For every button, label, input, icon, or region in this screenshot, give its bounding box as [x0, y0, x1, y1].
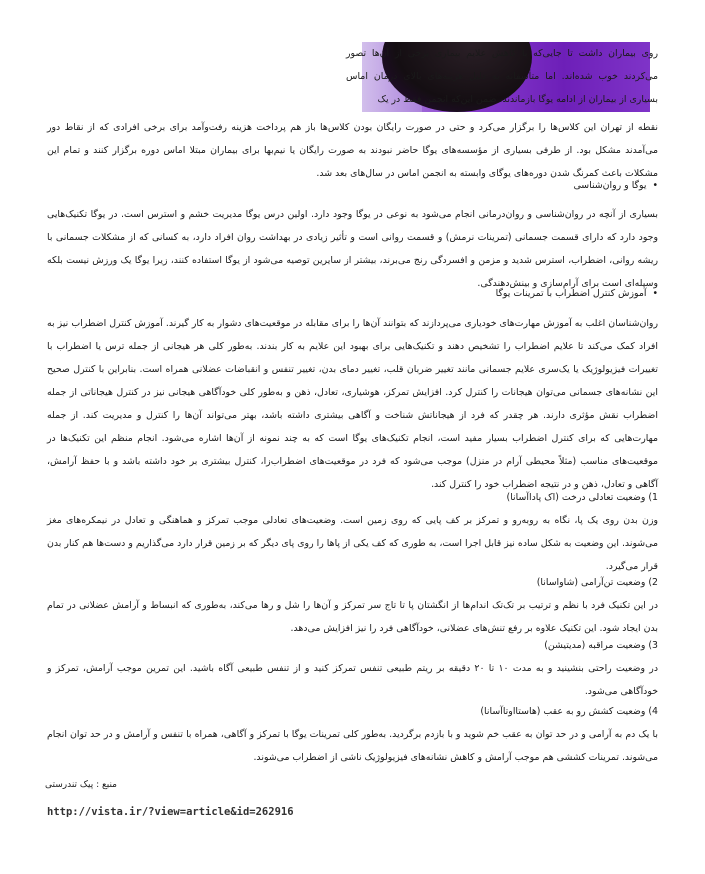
heading-meditation: 3) وضعیت مراقبه (مدیتیشن) [544, 640, 658, 651]
paragraph-3: روان‌شناسان اغلب به آموزش مهارت‌های خودیاری می‌پردازند که بتوانند آن‌ها را برای مقابله در موقعیت‌های دشوار به کار گیرند. آموزش کنترل اضطراب نیز به افراد کمک می‌کند تا علایم اضطراب را تشخیص دهند و تکنیک‌هایی برای بهبود این علایم به کار بندند. به‌طور کلی هر هیجانی از جمله ترس یا اضطراب با تغییرات فیزیولوژیک یا یک‌سری علایم جسمانی مانند تغییر ضربان قلب، تغییر دمای بدن، تغییر تنفس و انقباضات عضلانی همراه است. بنابراین با کنترل صحیح این نشانه‌های جسمانی می‌توان هیجانات را کنترل کرد. افزایش تمرکز، هوشیاری، تعادل، ذهن و به‌طور کلی خودآگاهی هیجانی نیز در کنترل هیجاناتی از جمله اضطراب نقش مؤثری دارند. هر چقدر که فرد از هیجاناتش شناخت و آگاهی بیشتری داشته باشد، بهتر می‌تواند آن‌ها را کنترل و مدیریت کند. از جمله مهارت‌هایی که برای کنترل اضطراب بسیار مفید است، انجام تکنیک‌های یوگا است که به چند نمونه از آن‌ها اشاره می‌شود. انجام منظم این تکنیک‌ها در موقعیت‌های مناسب (مثلاً محیطی آرام در منزل) موجب می‌شود که فرد در موقعیت‌های اضطراب‌زا، کنترل بیشتری بر خود داشته باشد و با حفظ آرامش، آگاهی و تعادل، ذهن و در نتیجه اضطراب خود را کنترل کند. [47, 318, 658, 490]
paragraph-1: نقطه از تهران این کلاس‌ها را برگزار می‌کرد و حتی در صورت رایگان بودن کلاس‌ها باز هم پرداخت هزینه رفت‌وآمد برای برخی افرادی که از نقاط دور می‌آمدند مشکل بود. از طرفی بسیاری از مؤسسه‌های یوگا حاضر نبودند به صورت رایگان یا نیم‌بها برای بیماران مبتلا اماس دوره برگزار کنند و تمام این مشکلات باعث کمرنگ شدن دوره‌های یوگای وابسته به انجمن اماس در سال‌های بعد شد. [47, 122, 658, 179]
bullet-icon: • [652, 288, 658, 299]
paragraph-2: بسیاری از آنچه در روان‌شناسی و روان‌درمانی انجام می‌شود به نوعی در یوگا وجود دارد. اولین درس یوگا مدیریت خشم و استرس است. در یوگا تکنیک‌هایی وجود دارد که دارای قسمت جسمانی (تمرینات نرمش) و قسمت روانی است و تأثیر زیادی در بهداشت روان افراد دارد، به کسانی که از مشکلات جسمانی با ریشه روانی، اضطراب، استرس شدید و مزمن و افسردگی رنج می‌برند، بیشتر از سایرین توصیه می‌شود از یوگا استفاده کنند، زیرا یوگا یک ورزش نیست بلکه وسیله‌ای است برای آرام‌سازی و بینش‌دهندگی. [47, 209, 658, 289]
bullet-label: یوگا و روان‌شناسی [573, 180, 647, 191]
heading-relaxation-pose: 2) وضعیت تن‌آرامی (شاواسانا) [536, 577, 658, 588]
bullet-yoga-psychology [573, 180, 658, 191]
bullet-anxiety-control [496, 288, 658, 299]
source-credit: منبع : پیک تندرستی [45, 780, 117, 790]
paragraph-backbend: با یک دم به آرامی و در حد توان به عقب خم شوید و با بازدم برگردید. به‌طور کلی تمرینات یوگا با تمرکز و آگاهی، همراه با تنفس و آرامش و در حد توان انجام می‌شوند. تمرینات کششی هم موجب آرامش و کاهش نشانه‌های فیزیولوژیک ناشی از اضطراب می‌شوند. [47, 729, 658, 763]
paragraph-meditation: در وضعیت راحتی بنشینید و به مدت ۱۰ تا ۲۰ دقیقه بر ریتم طبیعی تنفس تمرکز کنید و از تنفس طبیعی آگاه باشید. این تمرین موجب آرامش، تمرکز و خودآگاهی می‌شود. [47, 663, 658, 697]
bullet-label: آموزش کنترل اضطراب با تمرینات یوگا [495, 288, 647, 299]
paragraph-tree-pose: وزن بدن روی یک پا، نگاه به روبه‌رو و تمرکز بر کف پایی که روی زمین است. وضعیت‌های تعادلی موجب تمرکز و هماهنگی و تعادل در نیمکره‌های مغز می‌شوند. این وضعیت به شکل ساده نیز قابل اجرا است، به طوری که کف یکی از پاها را روی پای دیگر که بر زمین قرار دارد می‌گذاریم و دست‌ها هم کنار بدن قرار می‌گیرد. [47, 515, 658, 572]
intro-paragraph: روی بیماران داشت تا جایی‌که با کاهش علایم بیماری برخی از آن‌ها تصور می‌کردند خوب شده‌اند. اما متأسفانه به دلیل هزینه‌های بالای درمان اماس بسیاری از بیماران از ادامه یوگا بازماندند، ضمن این‌که انجمن فقط در یک [346, 48, 658, 105]
paragraph-relaxation-pose: در این تکنیک فرد با نظم و ترتیب بر تک‌تک اندام‌ها از انگشتان پا تا تاج سر تمرکز و آن‌ها را شل و رها می‌کند، به‌طوری که انبساط و آرامش عضلانی در تمام بدن ایجاد شود. این تکنیک علاوه بر رفع تنش‌های عضلانی، خودآگاهی فرد را نیز افزایش می‌دهد. [47, 600, 658, 634]
bullet-icon: • [652, 180, 658, 191]
heading-tree-pose: 1) وضعیت تعادلی درخت (اک پاداآسانا) [506, 492, 658, 503]
heading-backbend: 4) وضعیت کشش رو به عقب (هاستااوتاآسانا) [480, 706, 658, 717]
source-url-link[interactable]: http://vista.ir/?view=article&id=262916 [47, 806, 294, 818]
